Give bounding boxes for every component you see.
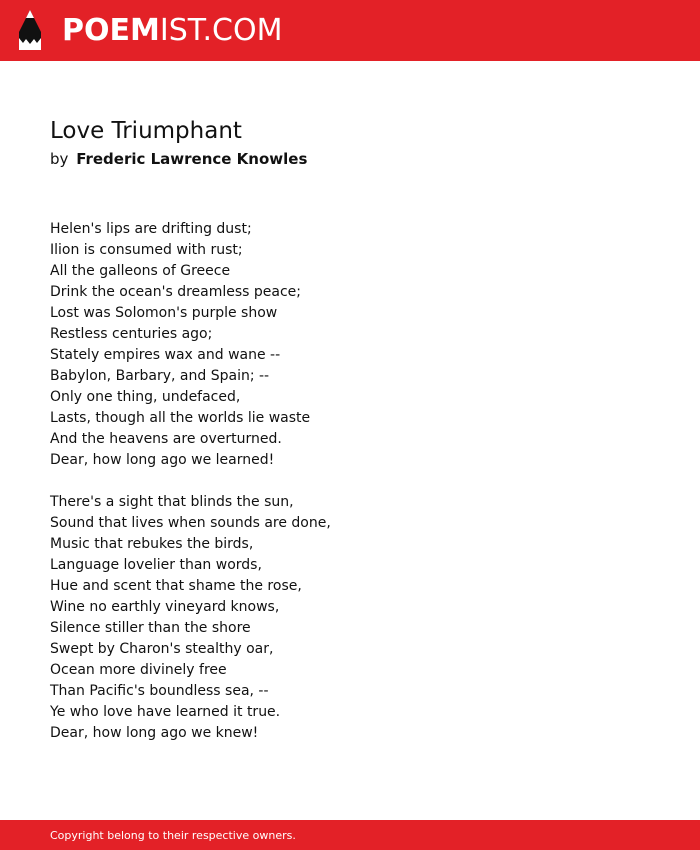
poem-line: Music that rebukes the birds, — [50, 536, 254, 552]
poem-line: Lasts, though all the worlds lie waste — [50, 410, 311, 426]
poem-line: Lost was Solomon's purple show — [50, 305, 278, 321]
poem-title: Love Triumphant — [50, 118, 242, 144]
poem-line: Hue and scent that shame the rose, — [50, 578, 302, 594]
poem-line: There's a sight that blinds the sun, — [50, 494, 294, 510]
logo-bold-part: POEM — [62, 13, 160, 48]
poem-author: Frederic Lawrence Knowles — [76, 150, 308, 168]
copyright-notice: Copyright belong to their respective owners. — [50, 829, 296, 842]
poem-line: Sound that lives when sounds are done, — [50, 515, 331, 531]
poem-line: Wine no earthly vineyard knows, — [50, 599, 280, 615]
by-label: by — [50, 150, 69, 168]
poem-line: Babylon, Barbary, and Spain; -- — [50, 368, 270, 384]
poem-line: Ocean more divinely free — [50, 662, 227, 678]
poem-body — [50, 219, 650, 765]
pencil-tip-icon — [17, 10, 43, 52]
poem-line: Ye who love have learned it true. — [50, 704, 281, 720]
poem-line: Than Pacific's boundless sea, -- — [50, 683, 269, 699]
logo-light-part: IST.COM — [159, 13, 283, 48]
poem-line: Dear, how long ago we knew! — [50, 725, 259, 741]
poem-line: Stately empires wax and wane -- — [50, 347, 281, 363]
poem-line: Silence stiller than the shore — [50, 620, 251, 636]
poem-line: All the galleons of Greece — [50, 263, 231, 279]
site-footer — [0, 820, 700, 850]
site-header — [0, 0, 700, 61]
poem-line: Restless centuries ago; — [50, 326, 213, 342]
poem-line: Only one thing, undefaced, — [50, 389, 241, 405]
poem-line: Dear, how long ago we learned! — [50, 452, 275, 468]
stanza — [50, 492, 650, 744]
poem-line: Ilion is consumed with rust; — [50, 242, 243, 258]
poem-line: And the heavens are overturned. — [50, 431, 282, 447]
poem-byline — [50, 149, 307, 169]
poem-line: Language lovelier than words, — [50, 557, 262, 573]
poem-line: Helen's lips are drifting dust; — [50, 221, 252, 237]
stanza — [50, 219, 650, 471]
poem-line: Swept by Charon's stealthy oar, — [50, 641, 274, 657]
site-logo[interactable] — [62, 12, 282, 50]
poem-line: Drink the ocean's dreamless peace; — [50, 284, 302, 300]
